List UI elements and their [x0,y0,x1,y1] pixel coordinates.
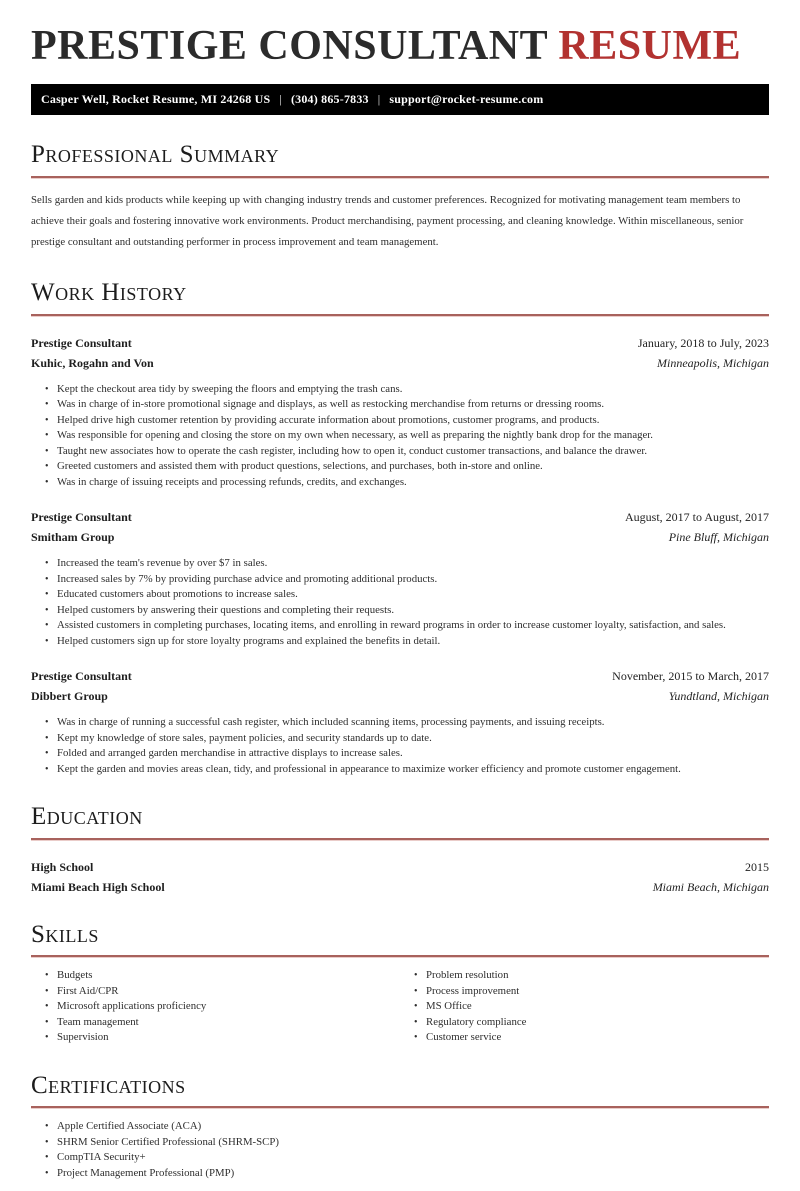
job-location: Pine Bluff, Michigan [668,530,769,544]
job-entry [31,336,769,491]
bullet-item: • Taught new associates how to operate the cash register, including how to open it, conduct customer transactions, and balance the drawer. [45,444,769,460]
contact-email: support@rocket-resume.com [389,92,544,107]
job-title-row [31,669,769,684]
certifications-heading: Certifications [31,1071,186,1099]
contact-phone: (304) 865-7833 [290,92,369,107]
skill-item: • Customer service [414,1030,769,1046]
education-degree-row [31,860,769,875]
section-work-history [31,279,769,777]
bullet-item: • Assisted customers in completing purchases, locating items, and enrolling in reward programs in order to increase customer loyalty, satisfaction, and sales. [45,618,769,634]
bullet-item: • Was in charge of in-store promotional signage and displays, as well as restocking merchandise from returns or dressing rooms. [45,397,769,413]
skill-item: • Process improvement [414,984,769,1000]
certifications-list [31,1119,769,1181]
skill-item: • Team management [45,1015,400,1031]
job-dates: November, 2015 to March, 2017 [612,669,769,683]
skill-item: • Problem resolution [414,968,769,984]
skill-item: • MS Office [414,999,769,1015]
resume-header [31,24,769,115]
summary-text: Sells garden and kids products while keeping up with changing industry trends and customer preferences. Recognized for motivating management team members to achieve their goals and fostering innovative work environments. Product merchandising, payment processing, and cleaning knowledge. Within miscellaneous, senior prestige consultant and outstanding performer in process improvement and team management. [31,193,744,248]
skill-item: • Microsoft applications proficiency [45,999,400,1015]
job-company: Dibbert Group [31,689,108,703]
section-divider [31,838,769,840]
certification-item: • CompTIA Security+ [45,1150,769,1166]
page-title [31,24,769,69]
section-divider [31,1106,769,1108]
job-company: Kuhic, Rogahn and Von [31,355,154,370]
job-dates: January, 2018 to July, 2023 [637,335,769,350]
certification-item: • SHRM Senior Certified Professional (SHRM-SCP) [45,1135,769,1151]
separator-pipe: | [377,92,381,107]
bullet-item: • Increased sales by 7% by providing purchase advice and promoting additional products. [45,572,769,588]
job-bullets [31,556,769,649]
education-degree: High School [31,859,94,874]
skill-item: • Supervision [45,1030,400,1046]
page-title-main: PRESTIGE CONSULTANT [31,23,548,69]
education-year: 2015 [745,859,769,874]
job-location: Yundtland, Michigan [668,689,769,703]
job-title: Prestige Consultant [31,335,132,350]
job-bullets [31,382,769,491]
section-divider [31,314,769,316]
certification-item: • Apple Certified Associate (ACA) [45,1119,769,1135]
contact-bar [31,84,769,115]
bullet-item: • Was in charge of running a successful cash register, which included scanning items, processing payments, and issuing receipts. [45,715,769,731]
job-bullets [31,715,769,777]
education-school-row [31,880,769,895]
job-company-row [31,356,769,371]
skill-item: • Regulatory compliance [414,1015,769,1031]
separator-pipe: | [279,92,282,107]
bullet-item: • Folded and arranged garden merchandise in attractive displays to increase sales. [45,746,769,762]
education-entry [31,860,769,895]
bullet-item: • Increased the team's revenue by over $7 in sales. [45,556,769,572]
section-education [31,803,769,895]
bullet-item: • Helped customers by answering their questions and completing their requests. [45,603,769,619]
skills-heading: Skills [31,920,99,948]
skills-columns [31,959,769,1046]
job-entry [31,669,769,777]
work-history-heading: Work History [31,279,187,306]
certification-item: • Project Management Professional (PMP) [45,1166,769,1182]
skills-column-left [31,968,400,1046]
job-title: Prestige Consultant [31,669,132,683]
job-company: Smitham Group [31,530,115,544]
education-location: Miami Beach, Michigan [652,879,769,894]
job-title-row [31,336,769,351]
section-professional-summary [31,141,769,253]
job-entry [31,510,769,649]
skills-column-right [400,968,769,1046]
bullet-item: • Kept the checkout area tidy by sweeping the floors and emptying the trash cans. [45,382,769,398]
bullet-item: • Helped drive high customer retention by providing accurate information about promotions, customer programs, and products. [45,413,769,429]
job-dates: August, 2017 to August, 2017 [624,510,769,524]
page-title-accent: RESUME [558,23,742,69]
bullet-item: • Educated customers about promotions to increase sales. [45,587,769,603]
section-divider [31,176,769,178]
job-title-row [31,510,769,525]
contact-name-location: Casper Well, Rocket Resume, MI 24268 US [41,92,271,107]
bullet-item: • Was responsible for opening and closing the store on my own when necessary, as well as preparing the nightly bank drop for the manager. [45,428,769,444]
bullet-item: • Was in charge of issuing receipts and processing refunds, credits, and exchanges. [45,475,769,491]
summary-heading: Professional Summary [31,141,280,169]
job-company-row [31,689,769,704]
section-certifications [31,1072,769,1182]
section-divider [31,955,769,957]
education-heading: Education [31,803,143,830]
job-title: Prestige Consultant [31,510,132,524]
job-company-row [31,530,769,545]
skill-item: • Budgets [45,968,400,984]
skill-item: • First Aid/CPR [45,984,400,1000]
education-school: Miami Beach High School [31,879,165,894]
bullet-item: • Kept the garden and movies areas clean, tidy, and professional in appearance to maximize worker efficiency and promote customer engagement. [45,762,769,778]
bullet-item: • Helped customers sign up for store loyalty programs and explained the benefits in detail. [45,634,769,650]
bullet-item: • Kept my knowledge of store sales, payment policies, and security standards up to date. [45,731,769,747]
section-skills [31,921,769,1046]
bullet-item: • Greeted customers and assisted them with product questions, selections, and purchases, both in-store and online. [45,459,769,475]
job-location: Minneapolis, Michigan [657,355,769,370]
